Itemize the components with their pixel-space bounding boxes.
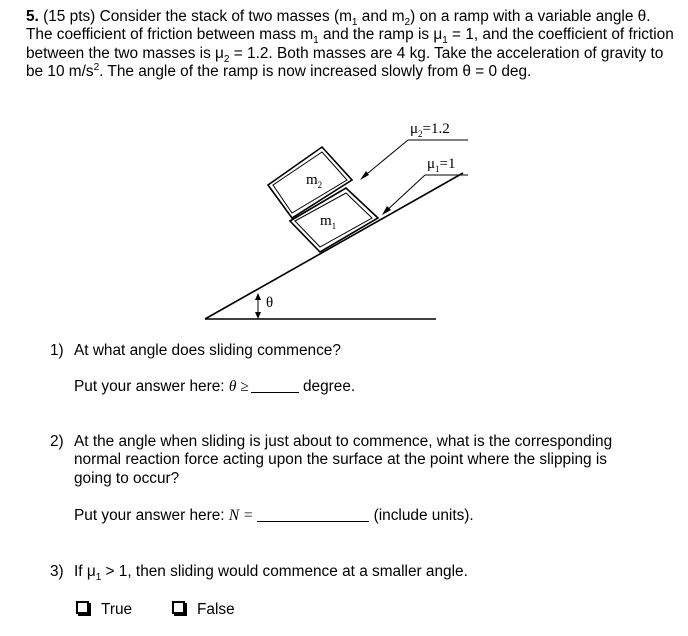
stem-text-4: and the ramp is μ bbox=[318, 26, 443, 44]
q1-number: 1) bbox=[50, 342, 64, 359]
theta-label: θ bbox=[266, 295, 274, 311]
q1-text: At what angle does sliding commence? bbox=[74, 342, 341, 359]
subscript-4: 1 bbox=[442, 35, 448, 47]
q2-answer-line bbox=[74, 507, 474, 525]
mu1-pointer-line bbox=[384, 175, 425, 213]
m1-label: $m_1$ bbox=[320, 213, 337, 231]
mu2-label: $\mu_2=1.2$ bbox=[410, 121, 450, 139]
m2-label: $m_2$ bbox=[306, 172, 323, 190]
superscript-1: 2 bbox=[93, 62, 100, 74]
stem-text-3: ) on a ramp with a variable angle θ. The coefficient of friction between mass m bbox=[26, 8, 651, 44]
mu1-label: $\mu_1=1$ bbox=[427, 156, 456, 174]
q3-number: 3) bbox=[50, 563, 64, 580]
stem-text-2: and m bbox=[357, 8, 405, 25]
option-false[interactable] bbox=[172, 601, 235, 619]
stem-text-7: . The angle of the ramp is now increased slowly from θ = 0 deg. bbox=[99, 63, 532, 81]
checkbox-true-icon[interactable] bbox=[76, 601, 89, 614]
angle-arrow-bottom bbox=[255, 312, 261, 319]
q3-text-part1: If μ bbox=[74, 563, 96, 580]
stem-text-5: = 1, and the coefficient of friction between the two masses is μ bbox=[26, 26, 674, 62]
option-true-label: True bbox=[101, 601, 133, 618]
angle-arrow-top bbox=[255, 293, 261, 300]
q1-answer-line bbox=[74, 378, 355, 396]
mu2-pointer-line bbox=[362, 140, 408, 178]
mass-m1-block bbox=[290, 188, 378, 252]
q2-answer-variable: N = bbox=[228, 507, 254, 524]
problem-points: (15 pts) bbox=[43, 8, 96, 25]
mu2-arrowhead bbox=[360, 171, 369, 180]
q2-number: 2) bbox=[50, 433, 64, 450]
q1-answer-blank[interactable] bbox=[251, 378, 299, 393]
subscript-5: 2 bbox=[223, 53, 230, 65]
q2-answer-prefix: Put your answer here: bbox=[74, 507, 229, 524]
q2-answer-suffix: (include units). bbox=[369, 507, 474, 524]
subscript-2: 2 bbox=[404, 17, 411, 29]
subscript-1: 1 bbox=[351, 17, 358, 29]
option-true[interactable] bbox=[76, 601, 132, 619]
problem-number: 5. bbox=[26, 8, 39, 25]
stem-text-6: = 1.2. Both masses are 4 kg. Take the acceleration of gravity to be 10 m/s bbox=[26, 44, 664, 81]
q1-answer-suffix: degree. bbox=[298, 378, 356, 395]
q3-text-part2: > 1, then sliding would commence at a smaller angle. bbox=[101, 563, 468, 580]
checkbox-false-icon[interactable] bbox=[172, 601, 185, 614]
subscript-3: 1 bbox=[313, 35, 319, 47]
stem-text-1: Consider the stack of two masses (m bbox=[95, 8, 352, 25]
q2-text: At the angle when sliding is just about to commence, what is the corresponding normal reaction force acting upon the surface at the point where the slipping is going to occur? bbox=[74, 433, 613, 487]
q1-answer-prefix: Put your answer here: bbox=[74, 378, 229, 395]
q2-answer-blank[interactable] bbox=[257, 507, 369, 522]
q3-text bbox=[74, 563, 468, 584]
option-false-label: False bbox=[197, 601, 235, 618]
q3-subscript: 1 bbox=[95, 572, 102, 584]
q1-answer-variable: θ ≥ bbox=[228, 378, 249, 395]
